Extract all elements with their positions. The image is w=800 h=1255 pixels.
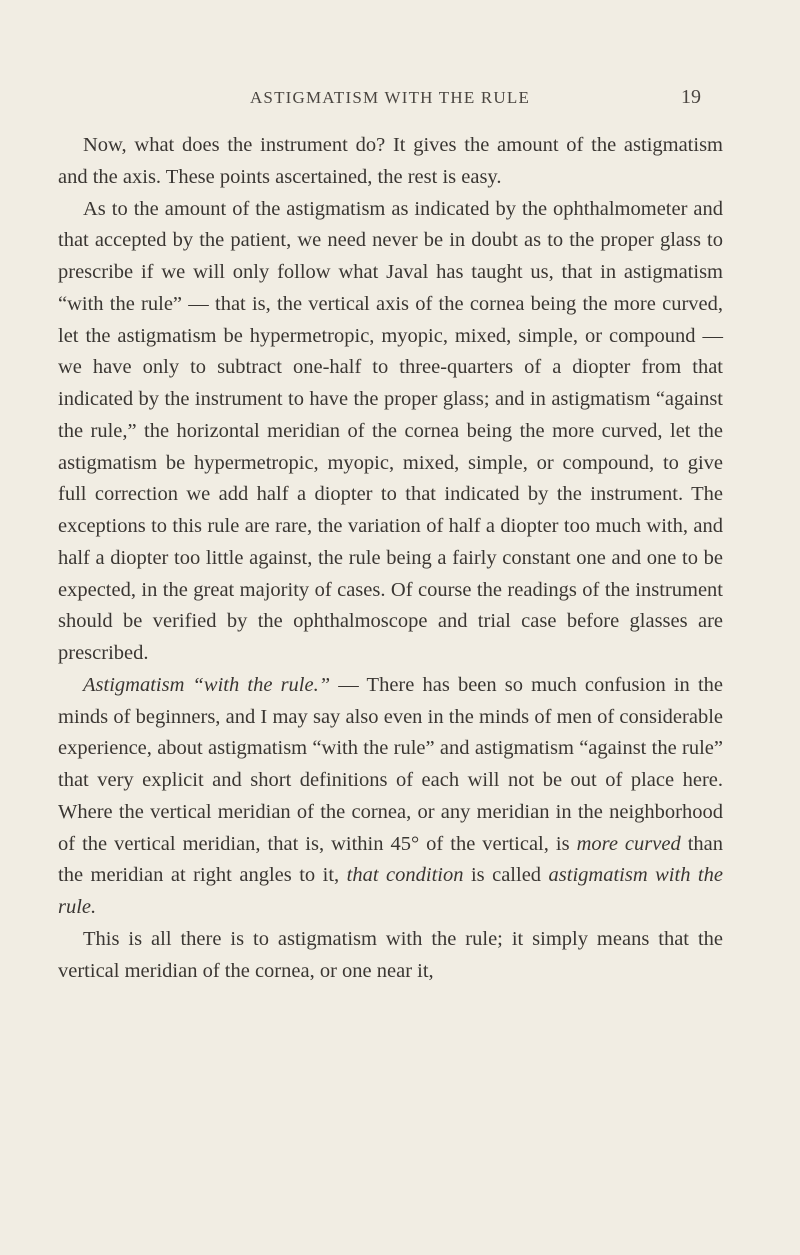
- paragraph: This is all there is to astigmatism with the rule; it simply means that the vertical meridian of the cornea, or one near it,: [58, 927, 723, 982]
- running-head: ASTIGMATISM WITH THE RULE: [249, 88, 531, 107]
- text-run: is called: [463, 864, 549, 887]
- paragraph: As to the amount of the astigmatism as indicated by the ophthalmometer and that accepted by the patient, we need never be in doubt as to the proper glass to prescribe if we will only follow what Javal has taught us, that in astigmatism “with the rule” — that is, the vertical axis of the cornea being the more curved, let the astigmatism be hypermetropic, myopic, mixed, simple, or compound — we have only to subtract one-half to three-quarters of a diopter from that indicated by the instrument to have the proper glass; and in astigmatism “against the rule,” the horizontal meridian of the cornea being the more curved, let the astigmatism be hypermetropic, myopic, mixed, simple, or compound, to give full correction we add half a diopter to that indicated by the instrument. The exceptions to this rule are rare, the variation of half a diopter too much with, and half a diopter too little against, the rule being a fairly constant one and one to be expected, in the great majority of cases. Of course the readings of the instrument should be verified by the ophthalmoscope and trial case before glasses are prescribed.: [58, 197, 723, 664]
- emphasis: more curved: [576, 832, 681, 855]
- section-lead: Astigmatism “with the rule.”: [83, 673, 331, 696]
- paragraph-definition: [58, 670, 723, 924]
- text-run: than the meridian at right angles to it,: [58, 832, 724, 887]
- page-number: 19: [681, 86, 701, 108]
- paragraph: Now, what does the instrument do? It gives the amount of the astigmatism and the axis. These points ascertained, the rest is easy.: [58, 134, 723, 188]
- page-body: [58, 130, 723, 987]
- text-run: — There has been so much confusion in the minds of beginners, and I may say also even in the minds of men of considerable experience, about astigmatism “with the rule” and astigmatism “against the rule” that very explicit and short definitions of each will not be out of place here. Where the vertical meridian of the cornea, or any meridian in the neighborhood of the vertical meridian, that is, within 45° of the vertical, is: [58, 673, 723, 855]
- emphasis: that condition: [346, 864, 464, 887]
- emphasis: astigmatism with the rule.: [58, 864, 723, 918]
